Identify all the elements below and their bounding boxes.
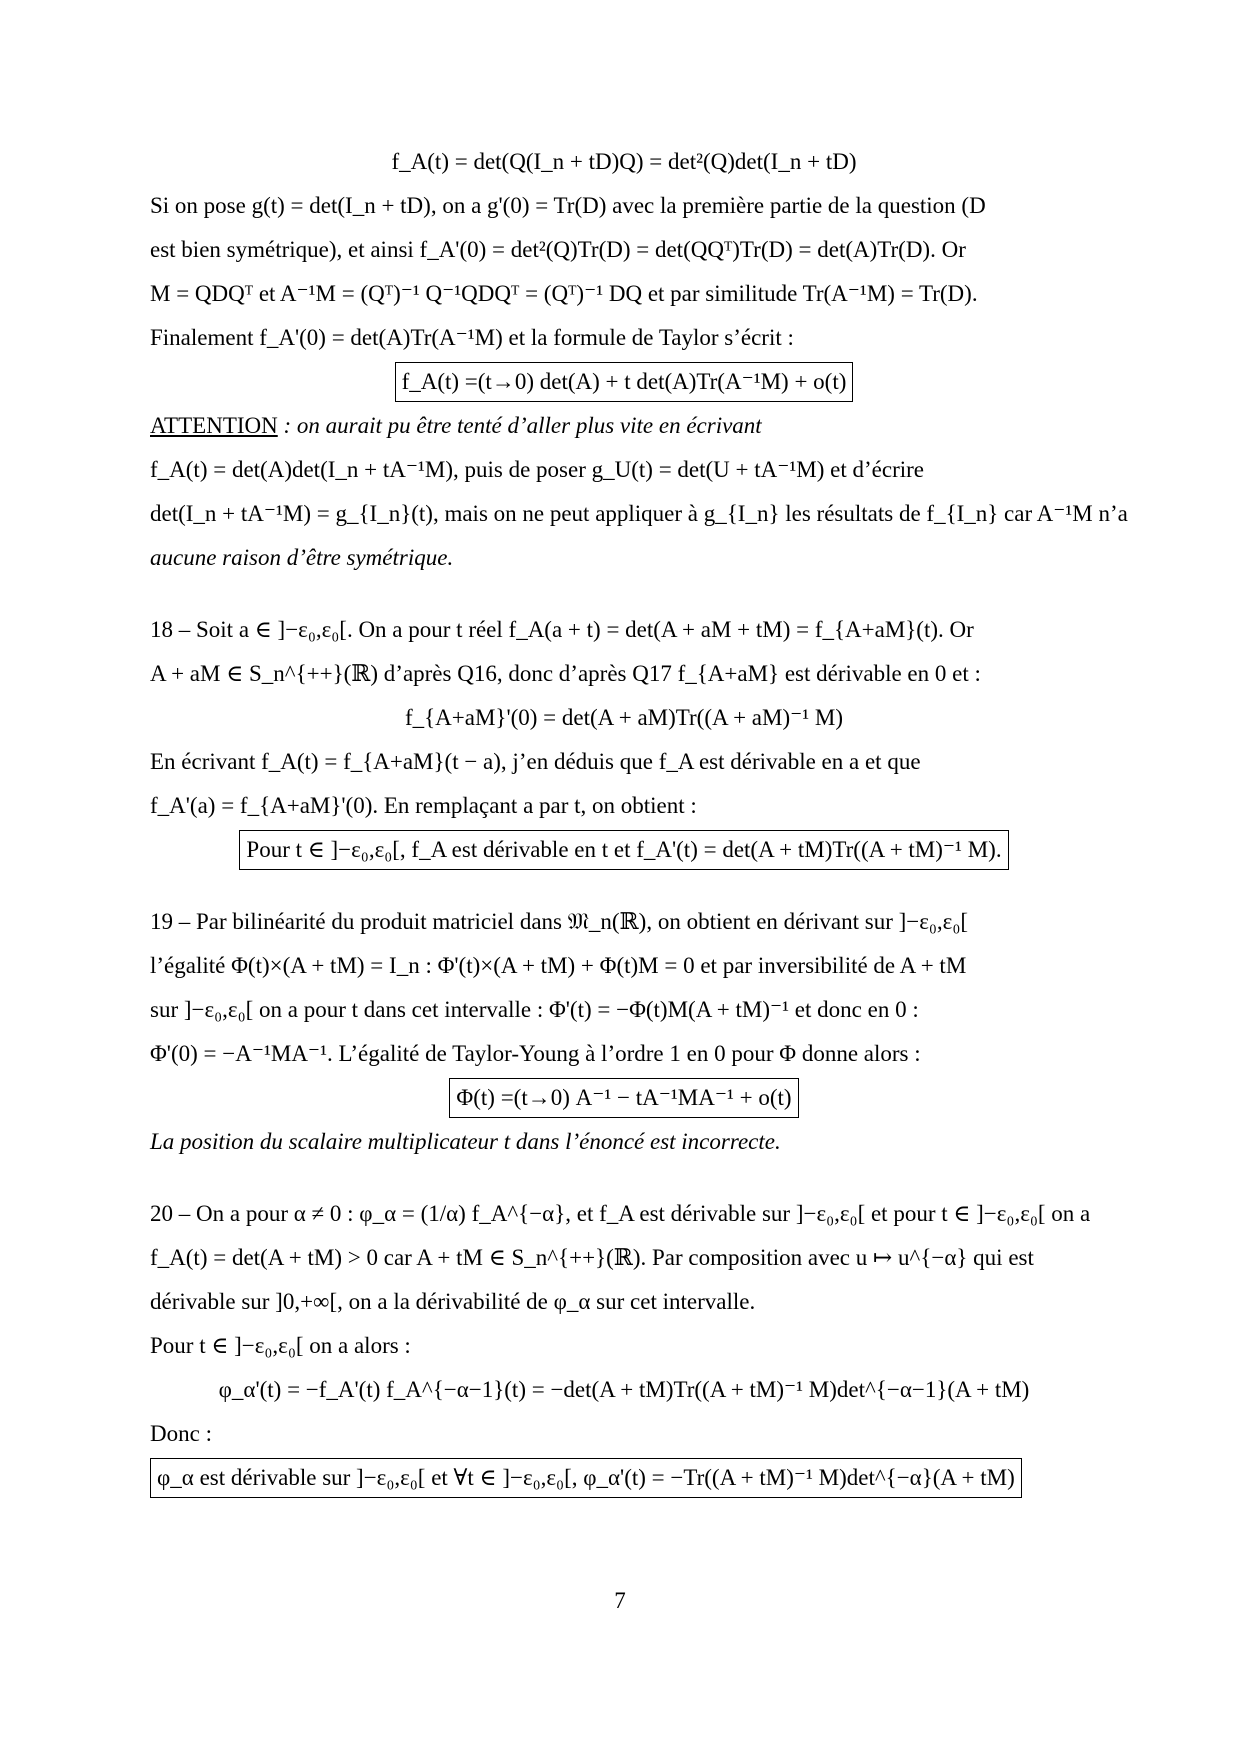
attention-label: ATTENTION — [150, 413, 278, 438]
paragraph-line: Si on pose g(t) = det(I_n + tD), on a g'(0) = Tr(D) avec la première partie de la question (D — [150, 193, 986, 218]
paragraph-line: Pour t ∈ ]−ε₀,ε₀[ on a alors : — [150, 1333, 411, 1358]
document-body — [150, 140, 1128, 1500]
boxed-formula: Pour t ∈ ]−ε₀,ε₀[, f_A est dérivable en t et f_A'(t) = det(A + tM)Tr((A + tM)⁻¹ M). — [239, 830, 1008, 870]
paragraph-line: sur ]−ε₀,ε₀[ on a pour t dans cet intervalle : Φ'(t) = −Φ(t)M(A + tM)⁻¹ et donc en 0 : — [150, 997, 919, 1022]
spacer — [150, 1164, 1098, 1192]
boxed-result — [150, 1456, 1098, 1500]
paragraph-line — [150, 1120, 1098, 1164]
attention-text: : on aurait pu être tenté d’aller plus vite en écrivant — [277, 413, 762, 438]
boxed-result — [150, 828, 1098, 872]
paragraph-line: f_A'(a) = f_{A+aM}'(0). En remplaçant a par t, on obtient : — [150, 793, 697, 818]
italic-remark: La position du scalaire multiplicateur t dans l’énoncé est incorrecte. — [150, 1129, 781, 1154]
attention-line — [150, 404, 1098, 448]
boxed-formula: φ_α est dérivable sur ]−ε₀,ε₀[ et ∀t ∈ ]−ε₀,ε₀[, φ_α'(t) = −Tr((A + tM)⁻¹ M)det^{−α}(A + tM) — [150, 1458, 1022, 1498]
question-20-line: 20 – On a pour α ≠ 0 : φ_α = (1/α) f_A^{−α}, et f_A est dérivable sur ]−ε₀,ε₀[ et pour t ∈ ]−ε₀,ε₀[ on a — [150, 1201, 1091, 1226]
paragraph-line: Φ'(0) = −A⁻¹MA⁻¹. L’égalité de Taylor-Young à l’ordre 1 en 0 pour Φ donne alors : — [150, 1041, 921, 1066]
equation: φ_α'(t) = −f_A'(t) f_A^{−α−1}(t) = −det(A + tM)Tr((A + tM)⁻¹ M)det^{−α−1}(A + tM) — [218, 1377, 1030, 1402]
paragraph-line: M = QDQᵀ et A⁻¹M = (Qᵀ)⁻¹ Q⁻¹QDQᵀ = (Qᵀ)⁻¹ DQ et par similitude Tr(A⁻¹M) = Tr(D). — [150, 281, 978, 306]
paragraph-line: f_A(t) = det(A)det(I_n + tA⁻¹M), puis de poser g_U(t) = det(U + tA⁻¹M) et d’écrire — [150, 457, 924, 482]
paragraph-line: det(I_n + tA⁻¹M) = g_{I_n}(t), mais on ne peut appliquer à g_{I_n} les résultats de f_{I_n} car A⁻¹M n’a — [150, 501, 1128, 526]
equation: f_A(t) = det(Q(I_n + tD)Q) = det²(Q)det(I_n + tD) — [391, 149, 857, 174]
spacer — [150, 580, 1098, 608]
paragraph-line: dérivable sur ]0,+∞[, on a la dérivabilité de φ_α sur cet intervalle. — [150, 1289, 756, 1314]
spacer — [150, 872, 1098, 900]
italic-remark: aucune raison d’être symétrique. — [150, 545, 454, 570]
paragraph-line: l’égalité Φ(t)×(A + tM) = I_n : Φ'(t)×(A + tM) + Φ(t)M = 0 et par inversibilité de A + tM — [150, 953, 967, 978]
paragraph-line: Donc : — [150, 1421, 212, 1446]
boxed-formula: Φ(t) =(t→0) A⁻¹ − tA⁻¹MA⁻¹ + o(t) — [449, 1078, 798, 1118]
equation: f_{A+aM}'(0) = det(A + aM)Tr((A + aM)⁻¹ M) — [404, 705, 844, 730]
paragraph-line: A + aM ∈ S_n^{++}(ℝ) d’après Q16, donc d’après Q17 f_{A+aM} est dérivable en 0 et : — [150, 661, 981, 686]
paragraph-line: Finalement f_A'(0) = det(A)Tr(A⁻¹M) et la formule de Taylor s’écrit : — [150, 325, 794, 350]
question-19-line: 19 – Par bilinéarité du produit matriciel dans 𝔐_n(ℝ), on obtient en dérivant sur ]−ε₀,ε₀[ — [150, 909, 969, 934]
boxed-result — [150, 1076, 1098, 1120]
boxed-result — [150, 360, 1098, 404]
question-18-line: 18 – Soit a ∈ ]−ε₀,ε₀[. On a pour t réel f_A(a + t) = det(A + aM + tM) = f_{A+aM}(t). Or — [150, 617, 974, 642]
paragraph-line: est bien symétrique), et ainsi f_A'(0) = det²(Q)Tr(D) = det(QQᵀ)Tr(D) = det(A)Tr(D). Or — [150, 237, 966, 262]
boxed-formula: f_A(t) =(t→0) det(A) + t det(A)Tr(A⁻¹M) + o(t) — [395, 362, 854, 402]
paragraph-line — [150, 536, 1098, 580]
paragraph-line: En écrivant f_A(t) = f_{A+aM}(t − a), j’en déduis que f_A est dérivable en a et que — [150, 749, 921, 774]
page-number: 7 — [614, 1588, 626, 1613]
paragraph-line: f_A(t) = det(A + tM) > 0 car A + tM ∈ S_n^{++}(ℝ). Par composition avec u ↦ u^{−α} qui est — [150, 1245, 1034, 1270]
